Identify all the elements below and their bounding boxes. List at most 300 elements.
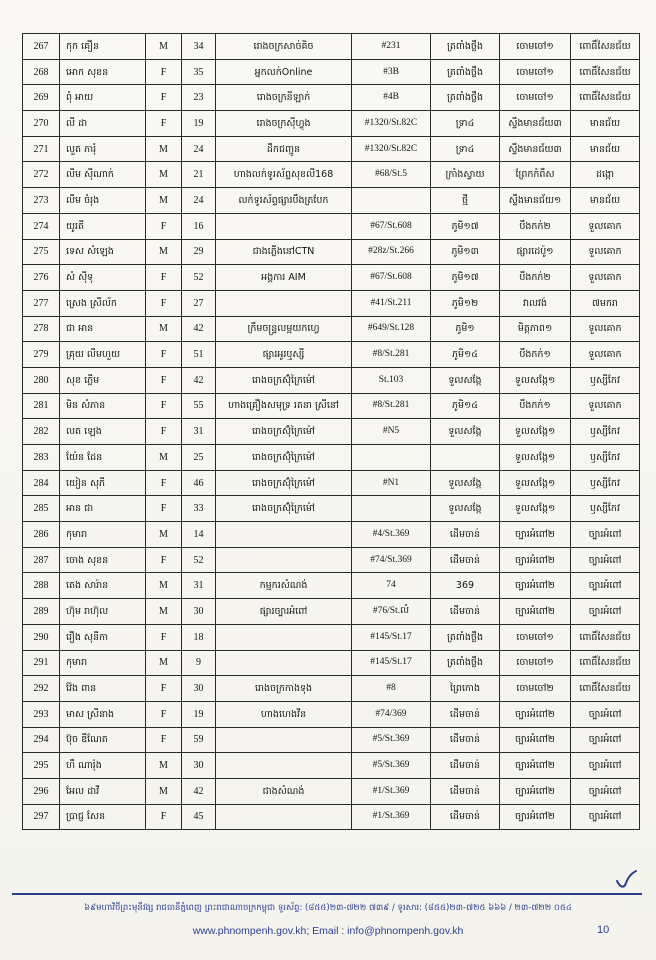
cell-house-address: #231 [352, 34, 431, 60]
cell-commune: ទួលសង្កែ១ [500, 470, 571, 496]
cell-house-address: #145/St.17 [352, 650, 431, 676]
cell-person-name: កុមារា [60, 522, 146, 548]
cell-person-name: ប្រាជ្ញ សែន [60, 804, 146, 830]
table-row [23, 522, 640, 548]
cell-house-address: #28z/St.266 [352, 239, 431, 265]
cell-age: 16 [182, 213, 216, 239]
table-row [23, 624, 640, 650]
cell-village: ព្រៃកោង [431, 676, 500, 702]
cell-person-name: ពុំ អាយ [60, 85, 146, 111]
cell-village: ភូមិ១៧ [431, 213, 500, 239]
cell-commune: ទួលសង្កែ១ [500, 419, 571, 445]
cell-commune: ចោមចៅ១ [500, 59, 571, 85]
cell-occupation: រោងចក្រស៊ុំក្រៃម៉ៅ [216, 496, 352, 522]
cell-house-address: St.103 [352, 367, 431, 393]
table-row [23, 367, 640, 393]
cell-occupation [216, 804, 352, 830]
cell-age: 46 [182, 470, 216, 496]
cell-age: 31 [182, 573, 216, 599]
cell-commune: ច្បារអំពៅ២ [500, 727, 571, 753]
cell-sex: M [146, 34, 182, 60]
cell-commune: ស្ទឹងមានជ័យ៣ [500, 136, 571, 162]
cell-sex: M [146, 445, 182, 471]
cell-sex: F [146, 727, 182, 753]
cell-person-name: សុខ ភ្លើម [60, 367, 146, 393]
cell-village: ទ្រា៤ [431, 136, 500, 162]
cell-house-address: #145/St.17 [352, 624, 431, 650]
cell-commune: ទួលសង្កែ១ [500, 367, 571, 393]
cell-village: ត្រពាំងថ្លឹង [431, 624, 500, 650]
table-row [23, 59, 640, 85]
cell-house-address: #4/St.369 [352, 522, 431, 548]
cell-sex: M [146, 599, 182, 625]
cell-village: ភូមិ១៤ [431, 393, 500, 419]
table-row [23, 496, 640, 522]
cell-commune: ទួលសង្កែ១ [500, 445, 571, 471]
cell-commune: ចោមចៅ១ [500, 85, 571, 111]
table-row [23, 599, 640, 625]
cell-district: ច្បារអំពៅ [571, 727, 640, 753]
table-row [23, 213, 640, 239]
cell-district: ឫស្សីកែវ [571, 445, 640, 471]
cell-commune: ច្បារអំពៅ២ [500, 701, 571, 727]
footer-address: ៦៩មហាវិថីព្រះមុនីវង្ស រាជធានីភ្នំពេញ ព្រះរាជាណាចក្រកម្ពុជា ទូរស័ព្ទ: (៨៥៥)២៣-៧២២ ៧៣៩ / ទូរសារ: (៨៥៥)២៣-៧២៥ ៦៦៦ / ២៣-៧២២ ០៥៤ [84, 903, 572, 913]
cell-house-address: 74 [352, 573, 431, 599]
cell-row-number: 285 [23, 496, 60, 522]
cell-occupation: រោងចក្រស៊ុំក្រៃម៉ៅ [216, 419, 352, 445]
cell-occupation: ដឹកជញ្ជូន [216, 136, 352, 162]
cell-row-number: 287 [23, 547, 60, 573]
cell-sex: M [146, 778, 182, 804]
cell-occupation: ហាងលក់ទូរស័ព្ទសុខលី168 [216, 162, 352, 188]
cell-district: ឫស្សីកែវ [571, 419, 640, 445]
cell-district: ពោធិ៍សែនជ័យ [571, 650, 640, 676]
cell-house-address: #41/St.211 [352, 290, 431, 316]
table-row [23, 188, 640, 214]
records-table [22, 33, 640, 830]
cell-commune: ច្បារអំពៅ២ [500, 778, 571, 804]
cell-sex: M [146, 316, 182, 342]
table-row [23, 778, 640, 804]
cell-district: ពោធិ៍សែនជ័យ [571, 34, 640, 60]
cell-age: 19 [182, 111, 216, 137]
cell-village: ភូមិ១២ [431, 290, 500, 316]
cell-row-number: 296 [23, 778, 60, 804]
table-row [23, 393, 640, 419]
cell-person-name: ជា អាន [60, 316, 146, 342]
cell-row-number: 278 [23, 316, 60, 342]
cell-village: ទ្រា៤ [431, 111, 500, 137]
cell-village: ត្រពាំងថ្លឹង [431, 650, 500, 676]
cell-row-number: 276 [23, 265, 60, 291]
table-row [23, 804, 640, 830]
cell-house-address: #1/St.369 [352, 804, 431, 830]
cell-house-address: #76/St.លំ [352, 599, 431, 625]
cell-village: ដើមចាន់ [431, 727, 500, 753]
cell-occupation: រោងចក្រស៊ុំក្រៃម៉ៅ [216, 470, 352, 496]
cell-age: 19 [182, 701, 216, 727]
cell-row-number: 294 [23, 727, 60, 753]
cell-sex: F [146, 547, 182, 573]
cell-age: 21 [182, 162, 216, 188]
cell-sex: F [146, 342, 182, 368]
cell-person-name: វ៉ែង ពាន [60, 676, 146, 702]
cell-person-name: ប៊ុច ឌីណែត [60, 727, 146, 753]
cell-occupation: ក្រឹមចន្ទ្រលម្អយកហ្វេ [216, 316, 352, 342]
cell-commune: មិត្តភាព១ [500, 316, 571, 342]
cell-person-name: អោក សុខន [60, 59, 146, 85]
cell-sex: M [146, 136, 182, 162]
cell-occupation [216, 753, 352, 779]
cell-district: ច្បារអំពៅ [571, 573, 640, 599]
cell-row-number: 268 [23, 59, 60, 85]
cell-house-address: #74/St.369 [352, 547, 431, 573]
cell-row-number: 281 [23, 393, 60, 419]
cell-person-name: ចោង សុខន [60, 547, 146, 573]
cell-sex: F [146, 59, 182, 85]
cell-age: 59 [182, 727, 216, 753]
cell-occupation: រោងចក្រនីឡាក់ [216, 85, 352, 111]
cell-occupation [216, 290, 352, 316]
records-table-body [23, 34, 640, 830]
cell-person-name: ហឺ ណារ៉ុង [60, 753, 146, 779]
cell-age: 24 [182, 136, 216, 162]
cell-commune: ចោមចៅ១ [500, 650, 571, 676]
cell-occupation: រោងចក្រសាច់គិច [216, 34, 352, 60]
table-row [23, 239, 640, 265]
table-row [23, 290, 640, 316]
cell-house-address [352, 445, 431, 471]
cell-commune: បឹងកក់២ [500, 265, 571, 291]
cell-age: 30 [182, 599, 216, 625]
cell-village: ភូមិ១ [431, 316, 500, 342]
cell-age: 52 [182, 547, 216, 573]
handwritten-check-mark-icon [614, 868, 638, 890]
cell-person-name: ហ៊ុម រាហ៊ុល [60, 599, 146, 625]
cell-commune: ច្បារអំពៅ២ [500, 804, 571, 830]
cell-age: 34 [182, 34, 216, 60]
cell-district: ឫស្សីកែវ [571, 470, 640, 496]
table-row [23, 650, 640, 676]
cell-occupation [216, 650, 352, 676]
table-row [23, 111, 640, 137]
cell-row-number: 280 [23, 367, 60, 393]
cell-district: ទួលគោក [571, 342, 640, 368]
cell-commune: ចោមចៅ១ [500, 624, 571, 650]
cell-commune: ចោមចៅ២ [500, 676, 571, 702]
table-row [23, 753, 640, 779]
cell-district: ច្បារអំពៅ [571, 599, 640, 625]
cell-district: ទួលគោក [571, 393, 640, 419]
cell-occupation: រោងចក្រស៊ុំក្រៃម៉ៅ [216, 367, 352, 393]
cell-row-number: 267 [23, 34, 60, 60]
cell-house-address: #8/St.281 [352, 393, 431, 419]
cell-occupation: កម្មករសំណង់ [216, 573, 352, 599]
cell-occupation: ហាងគ្រឿងសមុទ្រ រតនា ស្រីនៅ [216, 393, 352, 419]
cell-village: ភូមិ១៣ [431, 239, 500, 265]
cell-house-address: #1320/St.82C [352, 136, 431, 162]
cell-person-name: យ៉ែន ដែន [60, 445, 146, 471]
cell-age: 14 [182, 522, 216, 548]
cell-age: 30 [182, 676, 216, 702]
cell-house-address: #8 [352, 676, 431, 702]
cell-row-number: 289 [23, 599, 60, 625]
cell-occupation: ជាងសំណង់ [216, 778, 352, 804]
cell-district: ពោធិ៍សែនជ័យ [571, 85, 640, 111]
footer-contact-links[interactable]: www.phnompenh.gov.kh; Email : info@phnompenh.gov.kh [192, 925, 464, 937]
table-row [23, 445, 640, 471]
cell-age: 29 [182, 239, 216, 265]
cell-sex: M [146, 162, 182, 188]
table-row [23, 265, 640, 291]
cell-commune: ព្រែកកំពឹស [500, 162, 571, 188]
cell-occupation: ផ្សារអូរឬស្សី [216, 342, 352, 368]
cell-row-number: 284 [23, 470, 60, 496]
cell-house-address: #N1 [352, 470, 431, 496]
cell-age: 30 [182, 753, 216, 779]
table-row [23, 470, 640, 496]
cell-commune: ផ្សារដេប៉ូ១ [500, 239, 571, 265]
cell-occupation: ជាងភ្លើងនៅCTN [216, 239, 352, 265]
cell-district: ច្បារអំពៅ [571, 804, 640, 830]
cell-district: ច្បារអំពៅ [571, 778, 640, 804]
cell-sex: M [146, 650, 182, 676]
cell-age: 35 [182, 59, 216, 85]
cell-age: 51 [182, 342, 216, 368]
cell-district: ៧មករា [571, 290, 640, 316]
cell-row-number: 283 [23, 445, 60, 471]
cell-sex: F [146, 85, 182, 111]
cell-sex: F [146, 265, 182, 291]
table-row [23, 727, 640, 753]
cell-village: ដើមចាន់ [431, 701, 500, 727]
cell-district: ច្បារអំពៅ [571, 522, 640, 548]
table-row [23, 419, 640, 445]
cell-district: ទួលគោក [571, 213, 640, 239]
cell-age: 27 [182, 290, 216, 316]
cell-person-name: អែល ដាវី [60, 778, 146, 804]
cell-district: ទួលគោក [571, 239, 640, 265]
cell-village: ដើមចាន់ [431, 753, 500, 779]
footer-divider [12, 893, 642, 895]
cell-row-number: 288 [23, 573, 60, 599]
cell-commune: ច្បារអំពៅ២ [500, 599, 571, 625]
cell-person-name: សំ ស៊ីទុ [60, 265, 146, 291]
cell-district: មានជ័យ [571, 111, 640, 137]
table-row [23, 573, 640, 599]
cell-row-number: 290 [23, 624, 60, 650]
cell-village: ត្រពាំងថ្លឹង [431, 85, 500, 111]
cell-row-number: 295 [23, 753, 60, 779]
cell-house-address: #649/St.128 [352, 316, 431, 342]
cell-occupation [216, 522, 352, 548]
cell-village: ដើមចាន់ [431, 522, 500, 548]
cell-sex: F [146, 290, 182, 316]
cell-row-number: 279 [23, 342, 60, 368]
cell-age: 23 [182, 85, 216, 111]
cell-district: ពោធិ៍សែនជ័យ [571, 59, 640, 85]
cell-village: ទួលសង្កែ [431, 367, 500, 393]
cell-person-name: មិន សំភាន [60, 393, 146, 419]
table-row [23, 85, 640, 111]
cell-house-address [352, 188, 431, 214]
cell-commune: ចោមចៅ១ [500, 34, 571, 60]
cell-house-address: #74/369 [352, 701, 431, 727]
cell-occupation: លក់ទូរស័ព្ទផ្សារបឹងត្របែក [216, 188, 352, 214]
cell-district: ឫស្សីកែវ [571, 367, 640, 393]
cell-commune: ច្បារអំពៅ២ [500, 753, 571, 779]
cell-age: 18 [182, 624, 216, 650]
cell-house-address: #4B [352, 85, 431, 111]
cell-commune: បឹងកក់២ [500, 213, 571, 239]
cell-sex: M [146, 573, 182, 599]
cell-sex: M [146, 188, 182, 214]
cell-village: ដើមចាន់ [431, 547, 500, 573]
table-row [23, 342, 640, 368]
cell-sex: F [146, 496, 182, 522]
cell-sex: F [146, 213, 182, 239]
cell-row-number: 269 [23, 85, 60, 111]
cell-village: ត្រពាំងថ្លឹង [431, 59, 500, 85]
cell-age: 45 [182, 804, 216, 830]
cell-sex: F [146, 470, 182, 496]
cell-age: 55 [182, 393, 216, 419]
cell-sex: M [146, 753, 182, 779]
cell-age: 25 [182, 445, 216, 471]
cell-village: ភូមិ១៧ [431, 265, 500, 291]
cell-occupation: ផ្សារច្បារអំពៅ [216, 599, 352, 625]
cell-district: ពោធិ៍សែនជ័យ [571, 624, 640, 650]
cell-person-name: អាន ជា [60, 496, 146, 522]
cell-age: 52 [182, 265, 216, 291]
cell-commune: បឹងកក់១ [500, 393, 571, 419]
cell-person-name: គ្រុយ លីមហួយ [60, 342, 146, 368]
cell-sex: M [146, 239, 182, 265]
cell-village: ទួលសង្កែ [431, 496, 500, 522]
cell-district: ច្បារអំពៅ [571, 701, 640, 727]
cell-commune: ច្បារអំពៅ២ [500, 573, 571, 599]
page-number: 10 [597, 924, 610, 936]
cell-village: ត្រពាំងថ្លឹង [431, 34, 500, 60]
cell-sex: M [146, 522, 182, 548]
cell-sex: F [146, 701, 182, 727]
cell-commune: ច្បារអំពៅ២ [500, 522, 571, 548]
cell-house-address: #67/St.608 [352, 265, 431, 291]
cell-person-name: លី ដា [60, 111, 146, 137]
cell-sex: F [146, 676, 182, 702]
cell-occupation [216, 547, 352, 573]
cell-occupation [216, 624, 352, 650]
cell-person-name: លួត ភារុំ [60, 136, 146, 162]
cell-row-number: 292 [23, 676, 60, 702]
cell-district: ច្បារអំពៅ [571, 547, 640, 573]
cell-village: ដើមចាន់ [431, 804, 500, 830]
cell-village [431, 445, 500, 471]
cell-row-number: 291 [23, 650, 60, 676]
table-row [23, 701, 640, 727]
cell-occupation [216, 727, 352, 753]
cell-occupation: អង្គការ AIM [216, 265, 352, 291]
cell-occupation: អ្នកលក់Online [216, 59, 352, 85]
cell-row-number: 274 [23, 213, 60, 239]
cell-house-address: #3B [352, 59, 431, 85]
cell-row-number: 282 [23, 419, 60, 445]
table-row [23, 676, 640, 702]
cell-age: 31 [182, 419, 216, 445]
cell-person-name: រឿង សុនីកា [60, 624, 146, 650]
cell-commune: វាលវង់ [500, 290, 571, 316]
cell-district: ពោធិ៍សែនជ័យ [571, 676, 640, 702]
cell-house-address [352, 496, 431, 522]
cell-district: មានជ័យ [571, 136, 640, 162]
cell-person-name: កុក គឿន [60, 34, 146, 60]
cell-district: ដង្កោ [571, 162, 640, 188]
cell-village: ទួលសង្កែ [431, 419, 500, 445]
cell-commune: បឹងកក់១ [500, 342, 571, 368]
cell-person-name: លីម ចំរុង [60, 188, 146, 214]
cell-village: ក្រាំងស្វាយ [431, 162, 500, 188]
cell-row-number: 286 [23, 522, 60, 548]
cell-sex: F [146, 393, 182, 419]
cell-village: ថ្មី [431, 188, 500, 214]
cell-person-name: មាស ស្រីនាង [60, 701, 146, 727]
cell-person-name: លត ឡេង [60, 419, 146, 445]
cell-occupation [216, 213, 352, 239]
cell-district: ឫស្សីកែវ [571, 496, 640, 522]
cell-house-address: #5/St.369 [352, 727, 431, 753]
cell-house-address: #5/St.369 [352, 753, 431, 779]
cell-person-name: លីម ស៊ីណាក់ [60, 162, 146, 188]
cell-village: ភូមិ១៤ [431, 342, 500, 368]
cell-occupation: រោងចក្រកាងទុង [216, 676, 352, 702]
cell-sex: F [146, 111, 182, 137]
cell-house-address: #68/St.5 [352, 162, 431, 188]
cell-row-number: 293 [23, 701, 60, 727]
cell-row-number: 270 [23, 111, 60, 137]
cell-row-number: 275 [23, 239, 60, 265]
cell-house-address: #N5 [352, 419, 431, 445]
cell-village: ដើមចាន់ [431, 599, 500, 625]
cell-age: 42 [182, 316, 216, 342]
cell-person-name: តេង សារ៉ាន [60, 573, 146, 599]
cell-row-number: 271 [23, 136, 60, 162]
table-row [23, 547, 640, 573]
cell-sex: F [146, 624, 182, 650]
table-row [23, 136, 640, 162]
cell-house-address: #1/St.369 [352, 778, 431, 804]
cell-district: ទួលគោក [571, 265, 640, 291]
cell-age: 9 [182, 650, 216, 676]
cell-district: ច្បារអំពៅ [571, 753, 640, 779]
cell-occupation: រោងចក្រស៊ីហ្វុង [216, 111, 352, 137]
cell-house-address: #1320/St.82C [352, 111, 431, 137]
cell-row-number: 273 [23, 188, 60, 214]
cell-occupation: ហាងហេងវីន [216, 701, 352, 727]
cell-village: ទួលសង្កែ [431, 470, 500, 496]
table-row [23, 34, 640, 60]
cell-sex: F [146, 367, 182, 393]
cell-commune: ច្បារអំពៅ២ [500, 547, 571, 573]
table-row [23, 162, 640, 188]
cell-commune: ទួលសង្កែ១ [500, 496, 571, 522]
cell-age: 42 [182, 778, 216, 804]
cell-occupation: រោងចក្រស៊ុំក្រៃម៉ៅ [216, 445, 352, 471]
cell-district: ទួលគោក [571, 316, 640, 342]
cell-person-name: កុមារា [60, 650, 146, 676]
cell-age: 24 [182, 188, 216, 214]
cell-sex: F [146, 804, 182, 830]
cell-district: មានជ័យ [571, 188, 640, 214]
